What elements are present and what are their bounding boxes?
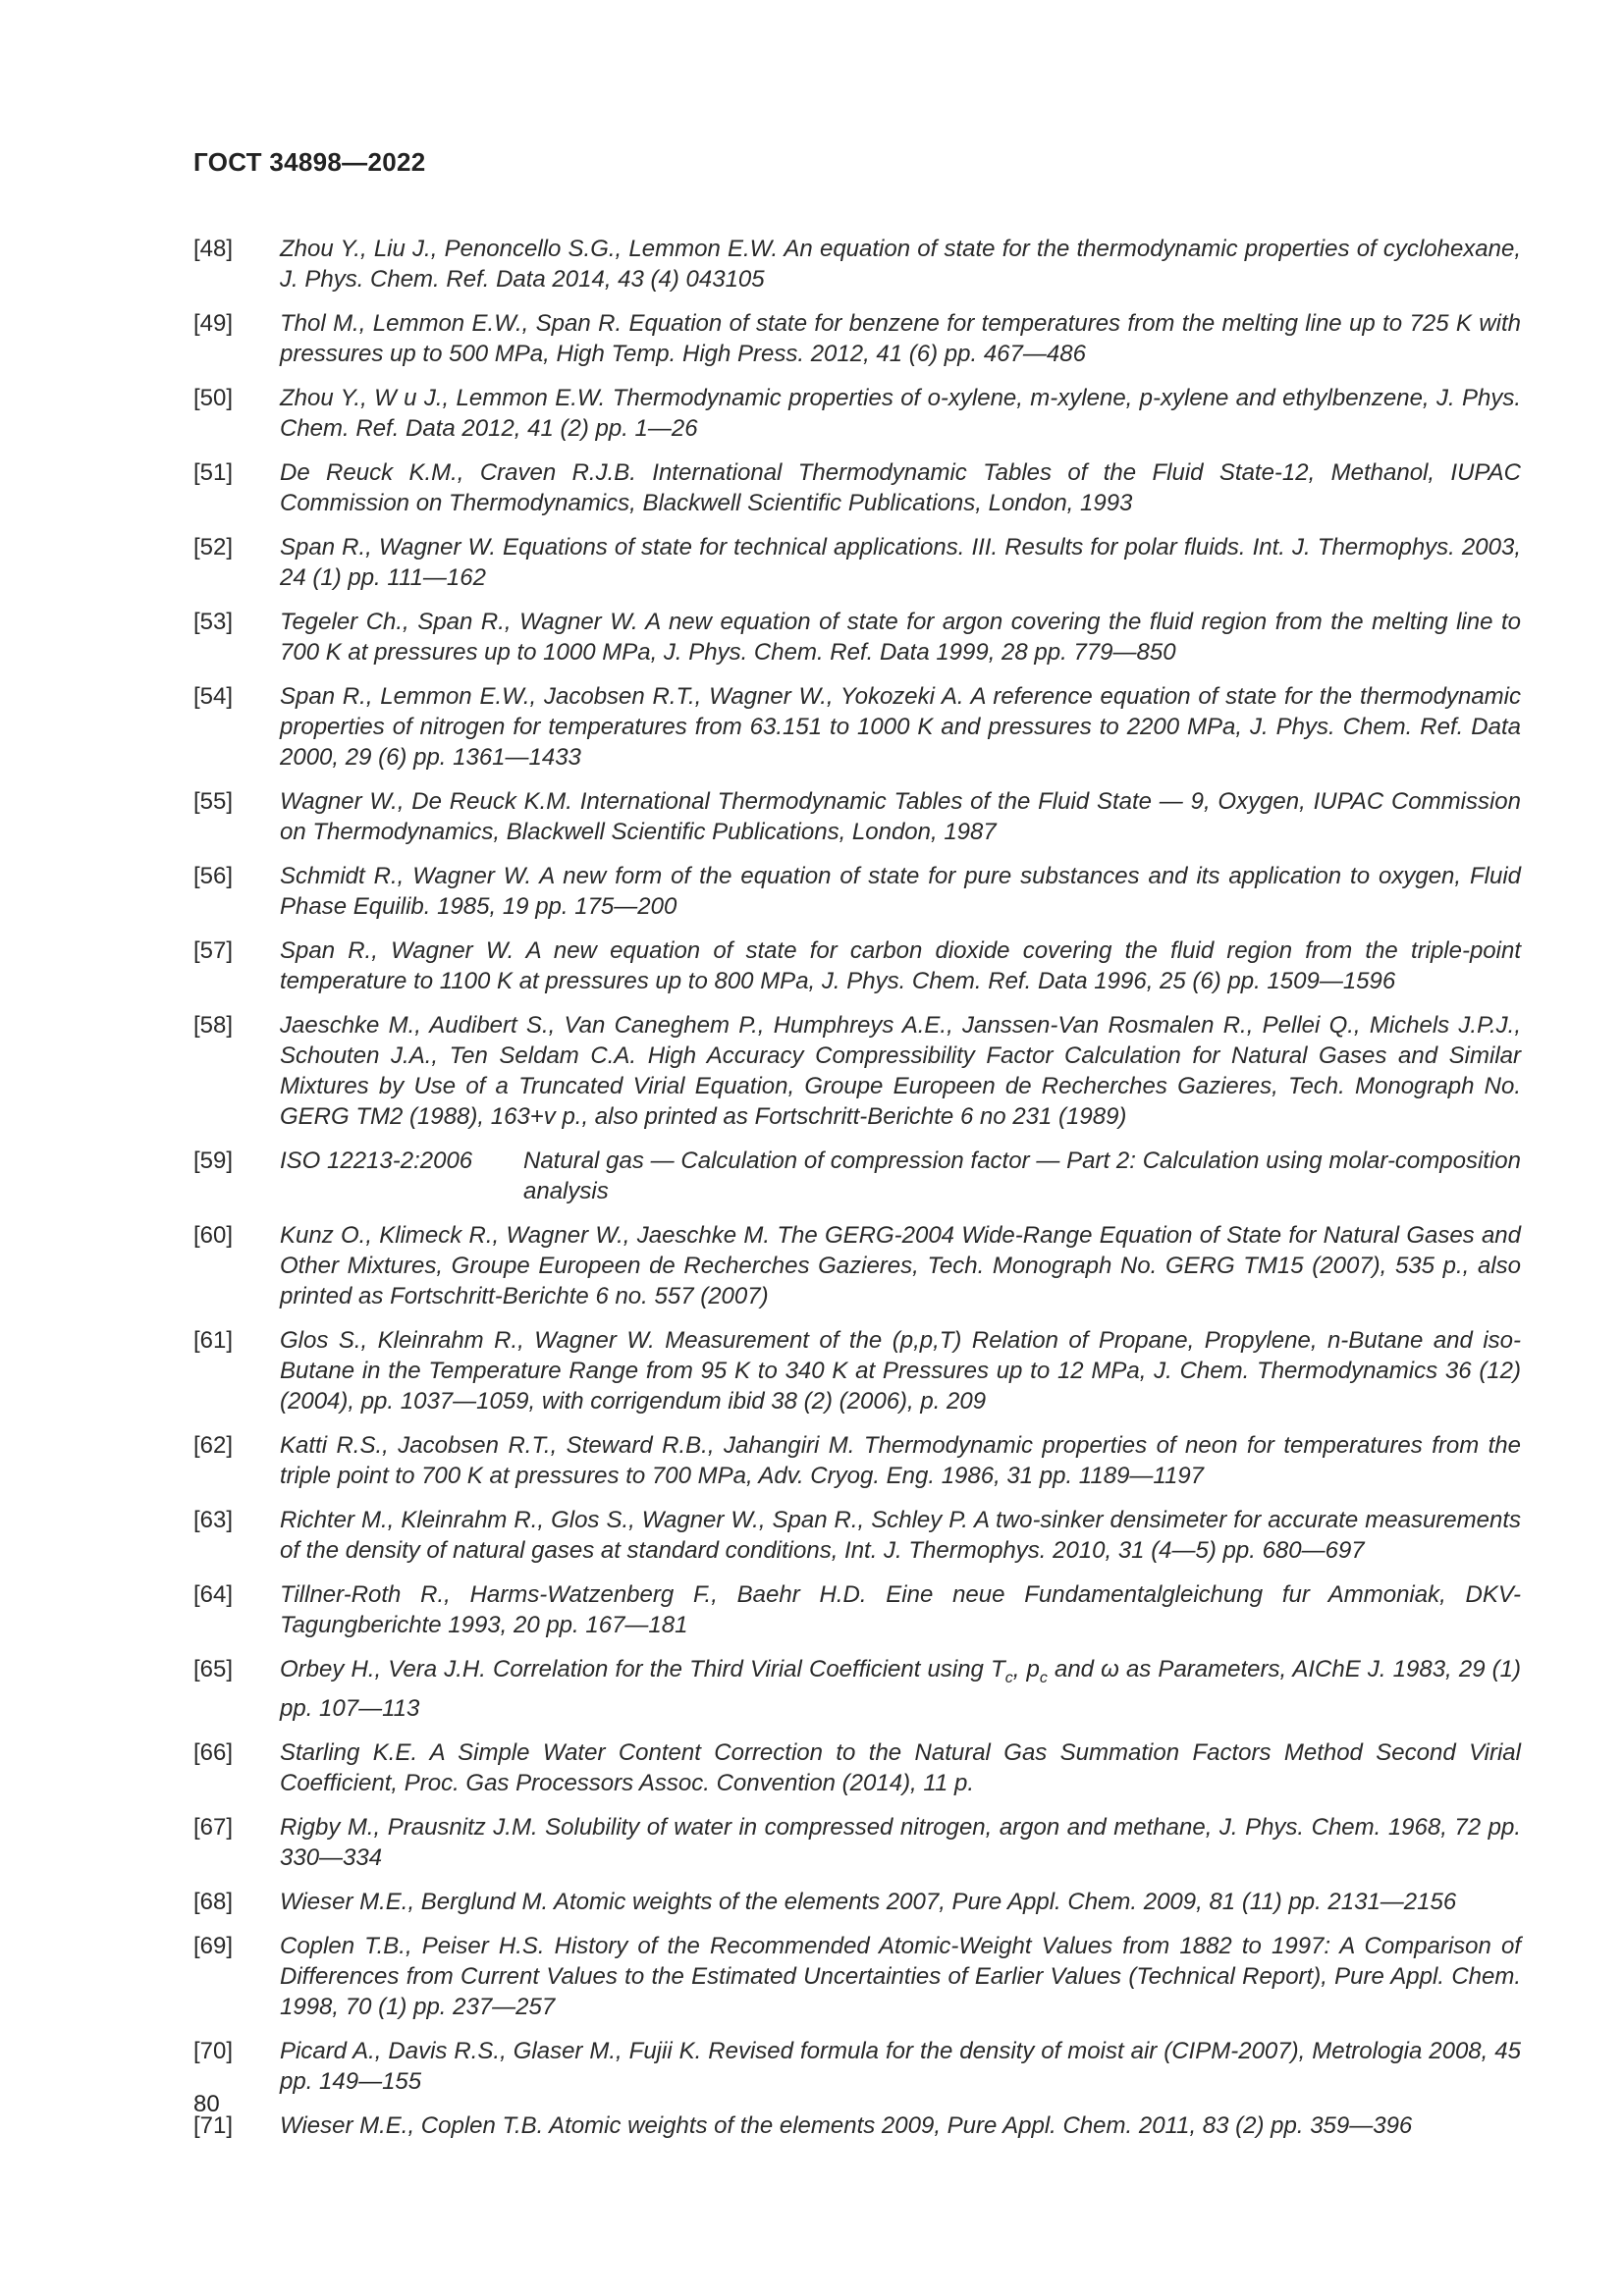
reference-item [193, 1737, 1521, 1798]
reference-item [193, 607, 1521, 667]
reference-item [193, 1010, 1521, 1132]
reference-text: Wieser M.E., Berglund M. Atomic weights of the elements 2007, Pure Appl. Chem. 2009, 81 (11) pp. 2131—2156 [280, 1888, 1457, 1915]
reference-item [193, 308, 1521, 369]
reference-text: Richter M., Kleinrahm R., Glos S., Wagner W., Span R., Schley P. A two-sinker densimeter for accurate measurements of the density of natural gases at standard conditions, Int. J. Thermophys. 2010, 31 (4—5) pp. 680—697 [280, 1507, 1521, 1564]
reference-number: [56] [193, 863, 234, 889]
reference-number: [57] [193, 937, 234, 964]
reference-text: Natural gas — Calculation of compression factor — Part 2: Calculation using molar-composition analysis [523, 1148, 1521, 1204]
reference-number: [51] [193, 459, 234, 486]
reference-item [193, 532, 1521, 593]
reference-number: [63] [193, 1507, 234, 1533]
reference-number: [58] [193, 1012, 234, 1039]
reference-item [193, 1931, 1521, 2022]
subscript: c [1004, 1669, 1013, 1686]
reference-text: Zhou Y., Liu J., Penoncello S.G., Lemmon E.W. An equation of state for the thermodynamic properties of cyclohexane, J. Phys. Chem. Ref. Data 2014, 43 (4) 043105 [280, 236, 1521, 293]
reference-item [193, 457, 1521, 518]
reference-number: [67] [193, 1813, 234, 1841]
reference-text: Span R., Wagner W. A new equation of state for carbon dioxide covering the fluid region from the triple-point temperature to 1100 K at pressures up to 800 MPa, J. Phys. Chem. Ref. Data 1996, 25 (6) pp. 1509—1596 [280, 937, 1521, 994]
reference-text: Rigby M., Prausnitz J.M. Solubility of water in compressed nitrogen, argon and methane, J. Phys. Chem. 1968, 72 pp. 330—334 [280, 1813, 1521, 1871]
reference-text: Schmidt R., Wagner W. A new form of the equation of state for pure substances and its application to oxygen, Fluid Phase Equilib. 1985, 19 pp. 175—200 [280, 863, 1521, 920]
reference-number: [66] [193, 1738, 234, 1766]
reference-item [193, 1430, 1521, 1491]
reference-text: De Reuck K.M., Craven R.J.B. International Thermodynamic Tables of the Fluid State-12, Methanol, IUPAC Commission on Thermodynamics, Blackwell Scientific Publications, London, 1993 [280, 459, 1521, 516]
reference-number: [65] [193, 1656, 234, 1682]
reference-number: [54] [193, 683, 234, 710]
reference-text: Katti R.S., Jacobsen R.T., Steward R.B., Jahangiri M. Thermodynamic properties of neon for temperatures from the triple point to 700 K at pressures to 700 MPa, Adv. Cryog. Eng. 1986, 31 pp. 1189—1197 [280, 1432, 1521, 1489]
reference-number: [59] [193, 1148, 234, 1174]
reference-number: [53] [193, 609, 234, 635]
reference-item [193, 1220, 1521, 1311]
reference-number: [61] [193, 1327, 234, 1354]
reference-number: [60] [193, 1222, 234, 1249]
reference-item [193, 1887, 1521, 1917]
reference-item [193, 681, 1521, 773]
reference-item [193, 1812, 1521, 1873]
reference-item [193, 861, 1521, 922]
reference-text: Thol M., Lemmon E.W., Span R. Equation of state for benzene for temperatures from the melting line up to 725 K with pressures up to 500 MPa, High Temp. High Press. 2012, 41 (6) pp. 467—486 [280, 310, 1521, 367]
reference-number: [68] [193, 1888, 234, 1915]
reference-text: Wieser M.E., Coplen T.B. Atomic weights of the elements 2009, Pure Appl. Chem. 2011, 83 (2) pp. 359—396 [280, 2111, 1413, 2139]
reference-item [193, 2110, 1521, 2141]
reference-item [193, 1579, 1521, 1640]
reference-item [193, 1146, 1521, 1206]
reference-text: Picard A., Davis R.S., Glaser M., Fujii K. Revised formula for the density of moist air (CIPM-2007), Metrologia 2008, 45 pp. 149—155 [280, 2037, 1521, 2095]
subscript: c [1039, 1669, 1048, 1686]
reference-number: [62] [193, 1432, 234, 1459]
reference-item [193, 1325, 1521, 1416]
reference-item [193, 383, 1521, 444]
reference-item [193, 1505, 1521, 1566]
document-header: ГОСТ 34898—2022 [193, 147, 426, 177]
reference-text-part: Orbey H., Vera J.H. Correlation for the Third Virial Coefficient using T [280, 1656, 1005, 1682]
page-number: 80 [193, 2091, 220, 2117]
reference-text: Coplen T.B., Peiser H.S. History of the Recommended Atomic-Weight Values from 1882 to 1997: A Comparison of Differences from Current Values to the Estimated Uncertainties of Earlier Values (Technical Report), Pure Appl. Chem. 1998, 70 (1) pp. 237—257 [280, 1932, 1521, 2020]
reference-text: Jaeschke M., Audibert S., Van Caneghem P., Humphreys A.E., Janssen-Van Rosmalen R., Pellei Q., Michels J.P.J., Schouten J.A., Ten Seldam C.A. High Accuracy Compressibility Factor Calculation for Natural Gases and Similar Mixtures by Use of a Truncated Virial Equation, Groupe Europeen de Recherches Gazieres, Tech. Monograph No. GERG TM2 (1988), 163+v p., also printed as Fortschritt-Berichte 6 no 231 (1989) [280, 1012, 1521, 1130]
reference-text [280, 1654, 1521, 1724]
reference-text: Kunz O., Klimeck R., Wagner W., Jaeschke M. The GERG-2004 Wide-Range Equation of State for Natural Gases and Other Mixtures, Groupe Europeen de Recherches Gazieres, Tech. Monograph No. GERG TM15 (2007), 535 p., also printed as Fortschritt-Berichte 6 no. 557 (2007) [280, 1222, 1521, 1309]
reference-text: Zhou Y., W u J., Lemmon E.W. Thermodynamic properties of o-xylene, m-xylene, p-xylene and ethylbenzene, J. Phys. Chem. Ref. Data 2012, 41 (2) pp. 1—26 [280, 385, 1521, 442]
reference-number: [55] [193, 788, 234, 815]
reference-item [193, 786, 1521, 847]
reference-number: [69] [193, 1932, 234, 1959]
reference-list [193, 234, 1521, 2155]
reference-item [193, 234, 1521, 294]
reference-text: Starling K.E. A Simple Water Content Correction to the Natural Gas Summation Factors Method Second Virial Coefficient, Proc. Gas Processors Assoc. Convention (2014), 11 p. [280, 1738, 1521, 1796]
reference-text: Glos S., Kleinrahm R., Wagner W. Measurement of the (p,p,T) Relation of Propane, Propylene, n-Butane and iso-Butane in the Temperature Range from 95 K to 340 K at Pressures up to 12 MPa, J. Chem. Thermodynamics 36 (12) (2004), pp. 1037—1059, with corrigendum ibid 38 (2) (2006), p. 209 [280, 1327, 1521, 1415]
reference-item [193, 935, 1521, 996]
reference-text: Tegeler Ch., Span R., Wagner W. A new equation of state for argon covering the fluid region from the melting line to 700 K at pressures up to 1000 MPa, J. Phys. Chem. Ref. Data 1999, 28 pp. 779—850 [280, 609, 1521, 666]
reference-number: [49] [193, 310, 234, 337]
reference-number: [64] [193, 1581, 234, 1608]
reference-text: Span R., Lemmon E.W., Jacobsen R.T., Wagner W., Yokozeki A. A reference equation of state for the thermodynamic properties of nitrogen for temperatures from 63.151 to 1000 K and pressures to 2200 MPa, J. Phys. Chem. Ref. Data 2000, 29 (6) pp. 1361—1433 [280, 683, 1521, 771]
reference-item [193, 1654, 1521, 1724]
reference-text-part: and ω as Parameters, AIChE J. 1983, 29 (1) pp. 107—113 [280, 1656, 1522, 1722]
reference-text-part: , p [1012, 1656, 1040, 1682]
reference-text: Span R., Wagner W. Equations of state for technical applications. III. Results for polar fluids. Int. J. Thermophys. 2003, 24 (1) pp. 111—162 [280, 534, 1521, 591]
reference-number: [50] [193, 385, 234, 411]
reference-number: [52] [193, 534, 234, 561]
reference-number: [70] [193, 2037, 234, 2064]
reference-item [193, 2036, 1521, 2097]
reference-number: [48] [193, 236, 234, 262]
reference-text: Tillner-Roth R., Harms-Watzenberg F., Baehr H.D. Eine neue Fundamentalgleichung fur Ammoniak, DKV-Tagungberichte 1993, 20 pp. 167—181 [280, 1581, 1521, 1638]
reference-text: Wagner W., De Reuck K.M. International Thermodynamic Tables of the Fluid State — 9, Oxygen, IUPAC Commission on Thermodynamics, Blackwell Scientific Publications, London, 1987 [280, 788, 1521, 845]
standard-designation: ISO 12213-2:2006 [280, 1148, 473, 1174]
reference-number: [71] [193, 2111, 234, 2139]
